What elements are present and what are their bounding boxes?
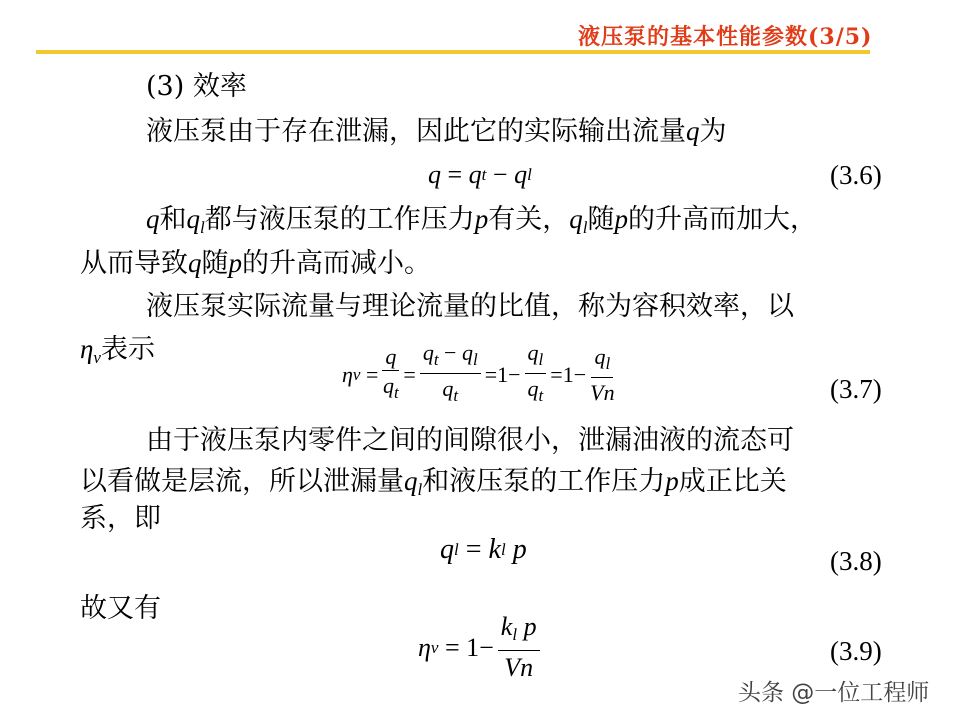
text: 从而导致 (80, 248, 188, 279)
text: q (146, 204, 160, 234)
eq-term: q (514, 160, 528, 189)
text: v (93, 348, 101, 367)
eq-term: q (422, 340, 434, 365)
equation-label: (3.9) (830, 636, 882, 666)
eq-op: = (484, 361, 498, 387)
eq-op: = (403, 361, 416, 387)
eq-sub: t (433, 350, 439, 369)
text: 和 (159, 204, 187, 235)
eq-sub: l (538, 350, 544, 369)
eq-op: − (479, 632, 494, 662)
text: l (417, 480, 423, 499)
text: η (80, 334, 94, 364)
paragraph-3a: 液压泵实际流量与理论流量的比值，称为容积效率，以 (146, 291, 794, 322)
title-underline (36, 50, 870, 54)
text: 成正比关 (678, 466, 787, 497)
eq-term: k (488, 534, 501, 565)
eq-term: η (342, 361, 353, 387)
text: p (474, 204, 489, 234)
eq-term: q (594, 343, 606, 369)
eq-term: Vn (590, 379, 615, 405)
eq-term: q (461, 340, 473, 365)
eq-term: η (418, 632, 431, 662)
text: 和液压泵的工作压力 (422, 466, 666, 497)
paragraph-4a: 由于液压泵内零件之间的间隙很小，泄漏油液的流态可 (146, 425, 794, 456)
text: 随 (587, 204, 615, 235)
eq-term: q (527, 340, 539, 365)
text: 为 (699, 116, 727, 147)
paragraph-1 (146, 114, 727, 149)
equation-label: (3.7) (830, 374, 882, 404)
paragraph-2b (80, 246, 431, 281)
text: 以看做是层流，所以泄漏量 (80, 466, 404, 497)
text: l (200, 218, 205, 237)
equation-3-8 (440, 534, 527, 566)
paragraph-3b (80, 332, 155, 375)
eq-op: = (444, 632, 460, 662)
text: 随 (201, 248, 229, 279)
eq-term: 1 (466, 632, 480, 662)
equation-3-7 (342, 340, 619, 409)
eq-op: = (465, 534, 482, 565)
eq-term: p (512, 534, 527, 565)
eq-term: q (440, 534, 454, 565)
text: 有关， (488, 204, 570, 235)
eq-sub: l (454, 540, 459, 559)
fraction (525, 340, 547, 409)
eq-op: = (365, 361, 379, 387)
eq-term: p (523, 612, 537, 641)
text: p (665, 466, 679, 496)
text: 的升高而加大， (627, 204, 817, 235)
eq-sub: t (453, 386, 459, 405)
equation-3-9 (418, 612, 544, 683)
eq-op: = (550, 361, 563, 387)
text: q (686, 116, 700, 146)
eq-op: − (492, 160, 508, 189)
eq-term: q (383, 372, 395, 398)
fraction (420, 340, 481, 409)
fraction (382, 344, 399, 406)
eq-term: q (428, 160, 441, 189)
equation-label: (3.6) (830, 160, 882, 190)
eq-sub: t (394, 382, 399, 402)
section-heading: (3) 效率 (146, 71, 247, 102)
text: 都与液压泵的工作压力 (204, 204, 475, 235)
eq-sub: l (472, 350, 478, 369)
eq-term: q (442, 376, 454, 401)
eq-op: − (444, 340, 457, 365)
text: 液压泵由于存在泄漏，因此它的实际输出流量 (146, 116, 686, 147)
eq-sub: l (512, 625, 518, 644)
eq-sub: t (538, 386, 544, 405)
eq-sub: t (481, 165, 487, 184)
text: p (228, 248, 242, 278)
eq-sub: l (527, 165, 532, 184)
eq-sub: l (605, 353, 611, 373)
equation-label: (3.8) (830, 546, 882, 576)
eq-term: 1 (497, 361, 509, 387)
paragraph-2a (146, 202, 817, 245)
slide-title: 液压泵的基本性能参数(3/5) (578, 24, 873, 50)
eq-term: q (527, 376, 539, 401)
watermark: 头条 @一位工程师 (738, 680, 930, 706)
eq-op: − (508, 361, 521, 387)
text: q (188, 248, 202, 278)
eq-term: k (500, 612, 513, 641)
paragraph-5: 故又有 (80, 593, 161, 624)
equation-3-6: q = q t − q l (428, 160, 532, 189)
eq-term: 1 (562, 361, 574, 387)
eq-op: − (573, 361, 587, 387)
paragraph-4c: 系，即 (80, 503, 161, 534)
text: 的升高而减小。 (242, 248, 431, 279)
fraction (590, 344, 614, 406)
eq-term: q (468, 160, 482, 189)
text: p (614, 204, 628, 234)
text: q (569, 204, 583, 234)
paragraph-4b (80, 464, 787, 507)
eq-term: Vn (504, 653, 534, 682)
eq-term: q (385, 343, 397, 369)
fraction (498, 612, 540, 683)
text: q (404, 466, 418, 496)
eq-sub: v (430, 637, 439, 657)
text: l (582, 218, 588, 237)
eq-sub: l (500, 540, 506, 559)
text: q (186, 204, 200, 234)
eq-sub: v (352, 364, 361, 384)
text: 表示 (100, 334, 155, 365)
